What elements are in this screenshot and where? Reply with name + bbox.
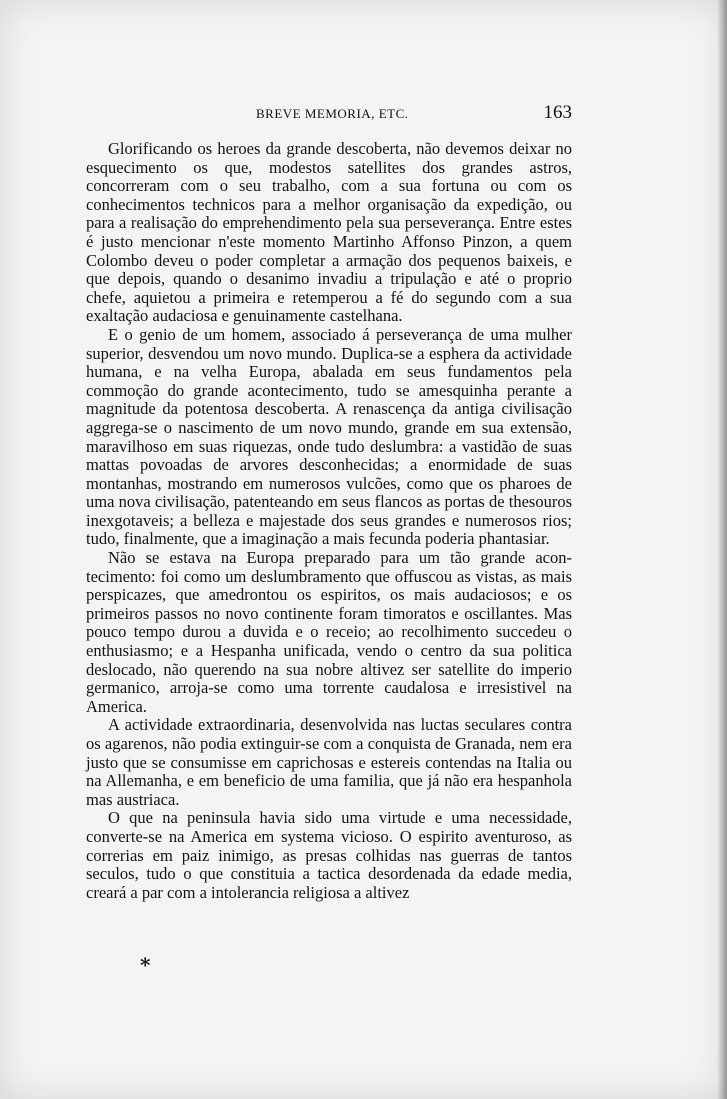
running-head: BREVE MEMORIA, ETC. bbox=[256, 106, 409, 121]
signature-mark: * bbox=[140, 953, 151, 977]
paragraph: Não se estava na Europa preparado para um tão grande acontecimento: foi como um deslumbramento que offuscou as vistas, as mais perspicazes, que amedrontou os espiritos, os mais audaciosos; e os primeiros passos no novo continente foram timoratos e oscillantes. Mas pouco tempo durou a duvida e o receio; ao recolhimento succedeu o enthusiasmo; e a Hespanha unificada, vendo o centro da sua politica deslocado, não querendo na sua nobre altivez ser satellite do imperio germanico, arroja-se como uma torrente caudalosa e irresistivel na America. bbox=[86, 548, 572, 716]
page-number: 163 bbox=[543, 102, 572, 123]
paragraph: Glorificando os heroes da grande descoberta, não devemos deixar no esquecimento os que, modestos satellites dos grandes astros, concorreram com o seu trabalho, com a sua fortuna ou com os conhecimentos technicos para a melhor organisação da expedição, ou para a realisação do emprehendimento pela sua perseverança. Entre estes é justo mencionar n'este momento Martinho Affonso Pinzon, a quem Colombo deveu o poder completar a armação dos pequenos baixeis, e que depois, quando o desanimo invadiu a tripulação e até o proprio chefe, aquietou a primeira e retemperou a fé do segundo com a sua exaltação audaciosa e genuinamente castelhana. bbox=[86, 139, 572, 326]
paragraph: E o genio de um homem, associado á perseverança de uma mulher superior, desvendou um novo mundo. Duplica-se a esphera da actividade humana, e na velha Europa, abalada em seus fundamentos pela commoção do grande acontecimento, tudo se amesquinha perante a magnitude da potentosa descoberta. A renascença da antiga civilisação aggrega-se o nascimento de um novo mundo, grande em sua extensão, maravilhoso em suas riquezas, onde tudo deslumbra: a vastidão de suas mattas povoadas de arvores desconhecidas; a enormidade de suas montanhas, mostrando em numerosos vulcões, como que os pharoes de uma nova civilisação, patenteando em seus flancos as portas de thesouros inexgotaveis; a belleza e majestade dos seus grandes e numerosos rios; tudo, finalmente, que a imaginação a mais fecunda poderia phantasiar. bbox=[86, 324, 572, 549]
paragraph: A actividade extraordinaria, desenvolvida nas luctas seculares contra os agarenos, não podia extinguir-se com a conquista de Granada, nem era justo que se consumisse em caprichosas e estereis contendas na Italia ou na Allemanha, e em beneficio de uma familia, que já não era hespanhola mas austriaca. bbox=[86, 715, 572, 809]
page-edge-shadow bbox=[717, 0, 727, 1099]
body-text bbox=[86, 140, 572, 902]
page-header bbox=[86, 102, 572, 126]
paragraph: O que na peninsula havia sido uma virtude e uma necessidade, converte-se na America em systema vicioso. O espirito aventuroso, as correrias em paiz inimigo, as presas colhidas nas guerras de tantos seculos, tudo o que constituia a tactica desordenada da edade media, creará a par com a intolerancia religiosa a altivez bbox=[86, 808, 572, 902]
